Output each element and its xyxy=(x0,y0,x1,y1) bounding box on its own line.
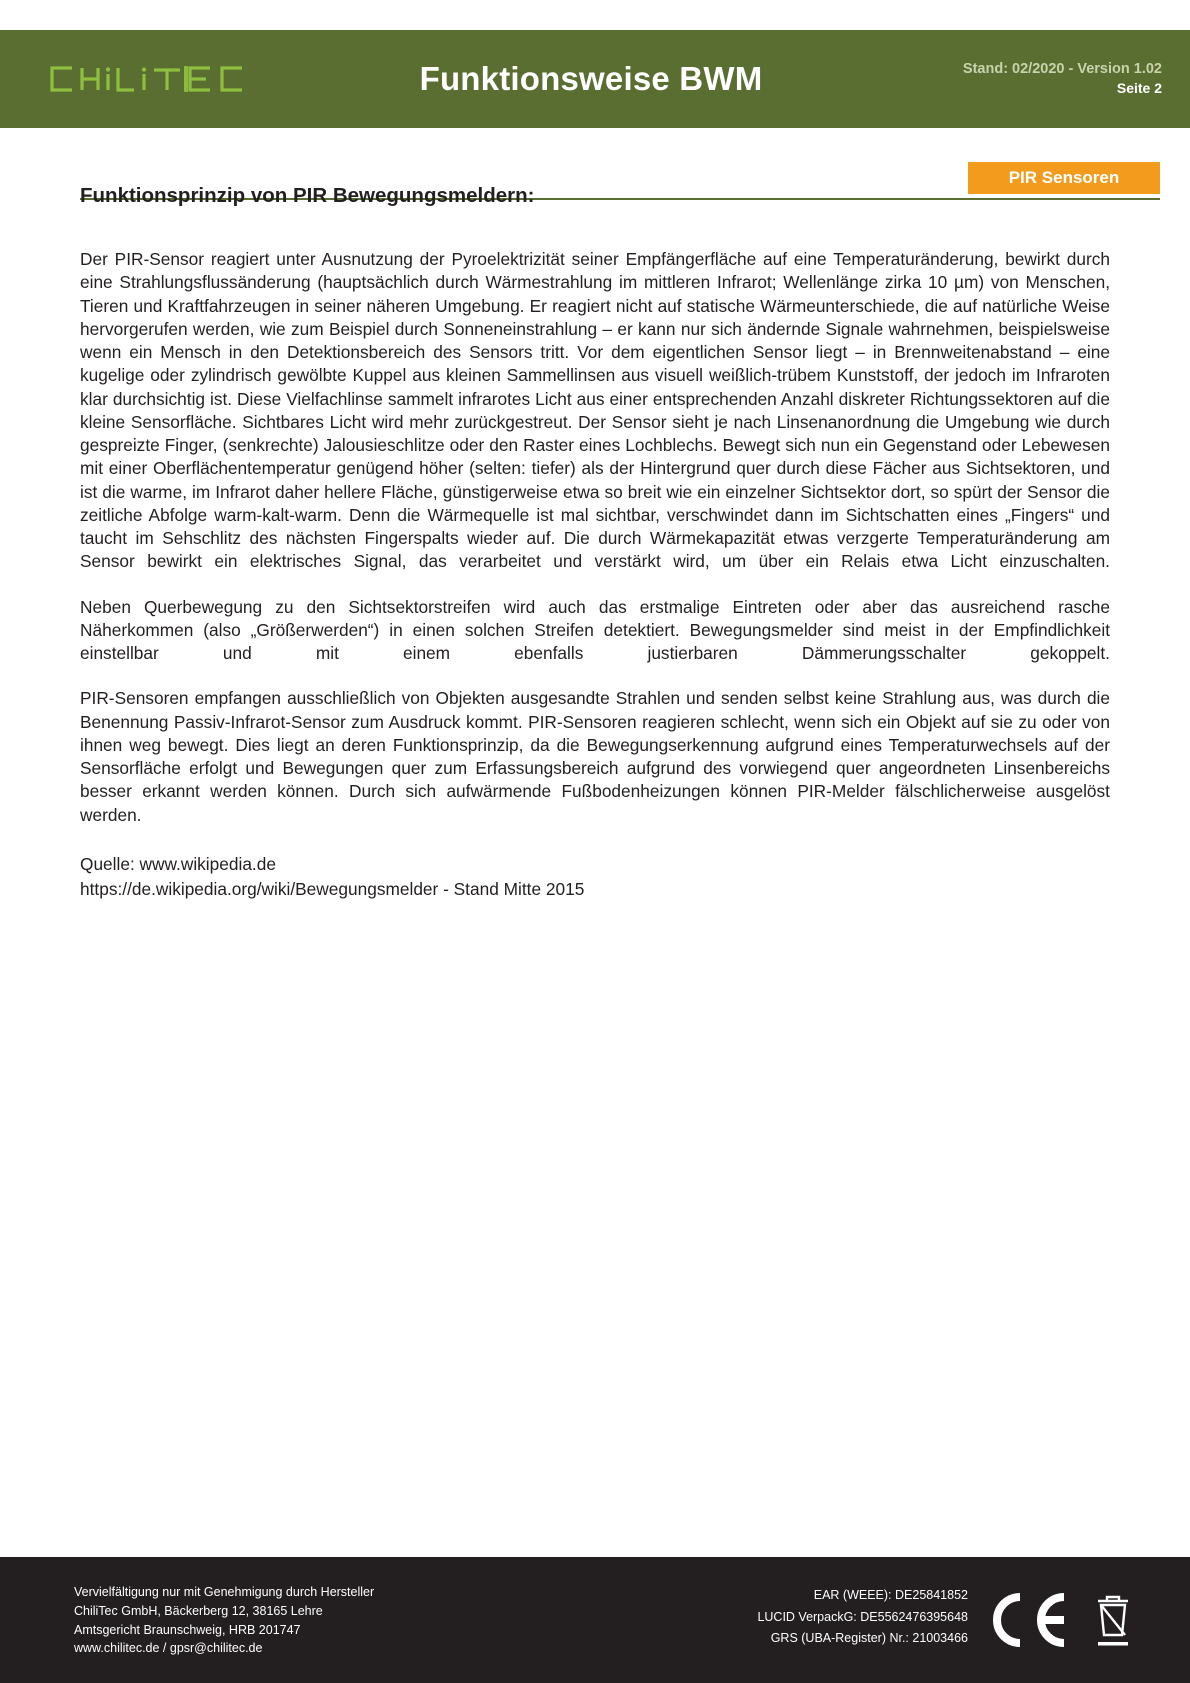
brand-logo xyxy=(0,59,300,99)
footer-company-info xyxy=(74,1583,374,1658)
section-heading: Funktionsprinzip von PIR Bewegungsmeldern: xyxy=(80,184,535,207)
paragraph-3: PIR-Sensoren empfangen ausschließlich von Objekten ausgesandte Strahlen und senden selbst keine Strahlung aus, was durch die Benennung Passiv-Infrarot-Sensor zum Ausdruck kommt. PIR-Sensoren reagieren schlecht, wenn sich ein Objekt auf sie zu oder von ihnen weg bewegt. Dies liegt an deren Funktionsprinzip, da die Bewegungserkennung aufgrund eines Temperaturwechsels auf der Sensorfläche erfolgt und Bewegungen quer zum Erfassungsbereich aufgrund des vorwiegend quer angeordneten Linsenbereichs besser erkannt werden können. Durch sich aufwärmende Fußbodenheizungen können PIR-Melder fälschlicherweise ausgelöst werden. xyxy=(80,688,1110,825)
source-line-1: Quelle: www.wikipedia.de xyxy=(80,854,276,874)
header-meta xyxy=(912,60,1162,98)
page-title: Funktionsweise BWM xyxy=(419,60,763,97)
source-line-2[interactable]: https://de.wikipedia.org/wiki/Bewegungsmelder - Stand Mitte 2015 xyxy=(80,878,585,899)
header-version: Stand: 02/2020 - Version 1.02 xyxy=(962,60,1162,77)
header-page-number: Seite 2 xyxy=(1116,80,1162,97)
footer-line-3: Amtsgericht Braunschweig, HRB 201747 xyxy=(74,1622,301,1637)
footer-website-link[interactable]: www.chilitec.de / gpsr@chilitec.de xyxy=(74,1641,263,1656)
weee-bin-icon xyxy=(1088,1589,1138,1651)
footer-lucid-number: LUCID VerpackG: DE5562476395648 xyxy=(757,1609,968,1624)
page-header xyxy=(0,30,1190,128)
paragraph-2: Neben Querbewegung zu den Sichtsektorstreifen wird auch das erstmalige Eintreten oder aber das ausreichend rasche Näherkommen (also „Größerwerden“) in einen solchen Streifen detektiert. Bewegungsmelder sind meist in der Empfindlichkeit einstellbar und mit einem ebenfalls justierbaren Dämmerungsschalter gekoppelt. xyxy=(80,596,1110,663)
footer-registration-info xyxy=(757,1585,968,1650)
footer-line-1: Vervielfältigung nur mit Genehmigung durch Hersteller xyxy=(74,1585,375,1599)
footer-ear-number: EAR (WEEE): DE25841852 xyxy=(813,1588,968,1602)
paragraph-1: Der PIR-Sensor reagiert unter Ausnutzung der Pyroelektrizität seiner Empfängerfläche auf eine Temperaturänderung, bewirkt durch eine Strahlungsflussänderung (hauptsächlich durch Wärmestrahlung im mittleren Infrarot; Wellenlänge zirka 10 µm) von Menschen, Tieren und Kraftfahrzeugen in seiner näheren Umgebung. Er reagiert nicht auf statische Wärmeunterschiede, die auf natürliche Weise hervorgerufen werden, wie zum Beispiel durch Sonneneinstrahlung – er kann nur sich ändernde Signale wahrnehmen, beispielsweise wenn ein Mensch in den Detektionsbereich des Sensors tritt. Vor dem eigentlichen Sensor liegt – in Brennweitenabstand – eine kugelige oder zylindrisch gewölbte Kuppel aus kleinen Sammellinsen aus visuell weißlich-trübem Kunststoff, der jedoch im Infraroten klar durchsichtig ist. Diese Vielfachlinse sammelt infrarotes Licht aus einer entsprechenden Anzahl diskreter Richtungssektoren auf die kleine Sensorfläche. Sichtbares Licht wird mehr zurückgestreut. Der Sensor sieht je nach Linsenanordnung die Umgebung wie durch gespreizte Finger, (senkrechte) Jalousieschlitze oder den Raster eines Lochblechs. Bewegt sich nun ein Gegenstand oder Lebewesen mit einer Oberflächentemperatur genügend höher (selten: tiefer) als der Hintergrund quer durch diese Fächer aus Sichtsektoren, und ist die warme, im Infrarot daher hellere Fläche, günstigerweise etwa so breit wie ein einzelner Sichtsektor dort, so spürt der Sensor die zeitliche Abfolge warm-kalt-warm. Denn die Wärmequelle ist mal sichtbar, verschwindet dann im Sichtschatten eines „Fingers“ und taucht im Sehschlitz des nächsten Fingerspalts wieder auf. Die durch Wärmekapazität etwas verzgerte Temperaturänderung am Sensor bewirkt ein elektrisches Signal, das verarbeitet und verstärkt wird, um über ein Relais etwa Licht einzuschalten. xyxy=(80,249,1110,572)
source-block xyxy=(80,852,1110,901)
page-footer xyxy=(0,1557,1190,1683)
document-body xyxy=(80,248,1110,827)
ce-mark-icon xyxy=(986,1593,1072,1647)
status-badge: PIR Sensoren xyxy=(968,162,1160,194)
footer-grs-number: GRS (UBA-Register) Nr.: 21003466 xyxy=(770,1631,968,1645)
chilitec-logo-icon xyxy=(42,59,258,99)
footer-line-2: ChiliTec GmbH, Bäckerberg 12, 38165 Lehre xyxy=(74,1603,323,1618)
